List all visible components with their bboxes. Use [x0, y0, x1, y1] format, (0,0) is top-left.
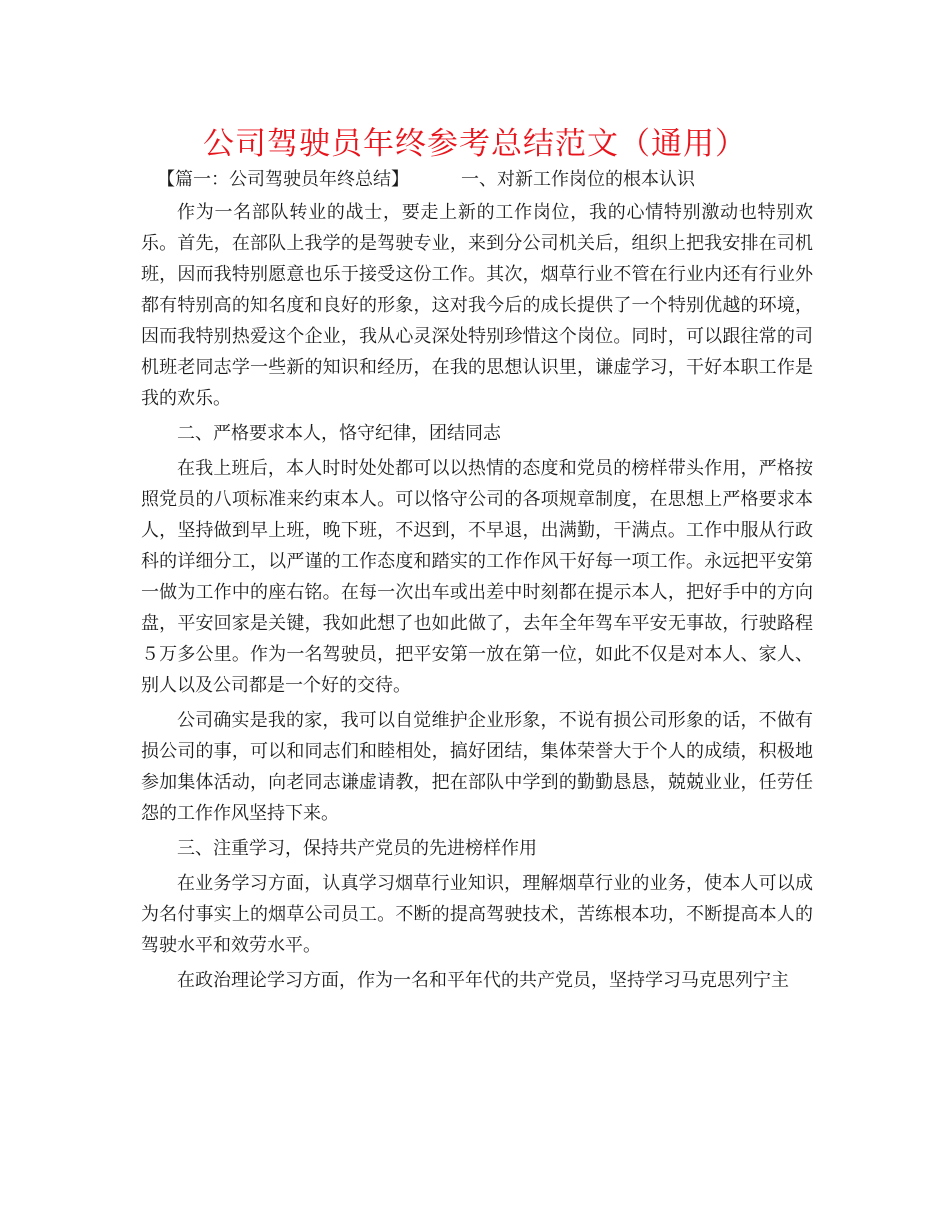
section-heading-1: 一、对新工作岗位的根本认识	[461, 169, 695, 190]
paragraph-1: 作为一名部队转业的战士，要走上新的工作岗位，我的心情特别激动也特别欢乐。首先，在部队上我学的是驾驶专业，来到分公司机关后，组织上把我安排在司机班，因而我特别愿意也乐于接受这份工作。其次，烟草行业不管在行业内还有行业外都有特别高的知名度和良好的形象，这对我今后的成长提供了一个特别优越的环境，因而我特别热爱这个企业，我从心灵深处特别珍惜这个岗位。同时，可以跟往常的司机班老同志学一些新的知识和经历，在我的思想认识里，谦虚学习，干好本职工作是我的欢乐。	[141, 202, 813, 409]
section-intro-line	[141, 164, 813, 195]
section-label: 【篇一：公司驾驶员年终总结】	[157, 169, 409, 190]
section-heading-3: 三、注重学习，保持共产党员的先进榜样作用	[177, 838, 537, 859]
paragraph-4: 在业务学习方面，认真学习烟草行业知识，理解烟草行业的业务，使本人可以成为名付事实上的烟草公司员工。不断的提高驾驶技术，苦练根本功，不断提高本人的驾驶水平和效劳水平。	[141, 873, 813, 956]
paragraph-3: 公司确实是我的家，我可以自觉维护企业形象，不说有损公司形象的话，不做有损公司的事，可以和同志们和睦相处，搞好团结，集体荣誉大于个人的成绩，积极地参加集体活动，向老同志谦虚请教，把在部队中学到的勤勤恳恳，兢兢业业，任劳任怨的工作作风坚持下来。	[141, 710, 813, 824]
section-heading-2: 二、严格要求本人，恪守纪律，团结同志	[177, 423, 501, 444]
paragraph-2: 在我上班后，本人时时处处都可以以热情的态度和党员的榜样带头作用，严格按照党员的八项标准来约束本人。可以恪守公司的各项规章制度，在思想上严格要求本人，坚持做到早上班，晚下班，不迟到，不早退，出满勤，干满点。工作中服从行政科的详细分工，以严谨的工作态度和踏实的工作作风干好每一项工作。永远把平安第一做为工作中的座右铭。在每一次出车或出差中时刻都在提示本人，把好手中的方向盘，平安回家是关键，我如此想了也如此做了，去年全年驾车平安无事故，行驶路程５万多公里。作为一名驾驶员，把平安第一放在第一位，如此不仅是对本人、家人、别人以及公司都是一个好的交待。	[141, 458, 813, 696]
paragraph-5: 在政治理论学习方面，作为一名和平年代的共产党员，坚持学习马克思列宁主	[177, 970, 789, 991]
document-body	[141, 164, 813, 1000]
document-title: 公司驾驶员年终参考总结范文（通用）	[203, 126, 747, 162]
